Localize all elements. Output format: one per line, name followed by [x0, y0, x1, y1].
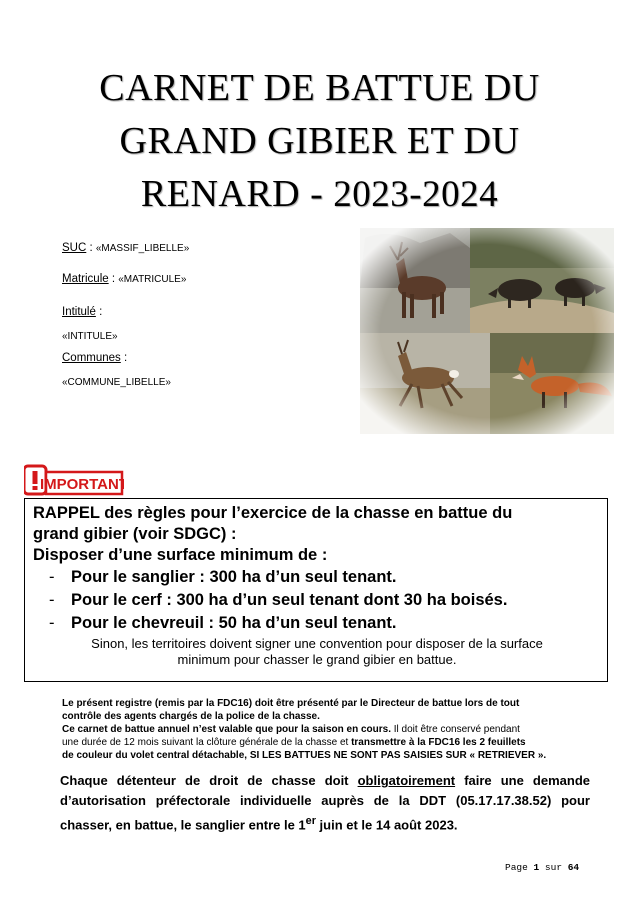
title-year: 2023-2024 [333, 174, 499, 215]
matricule-label: Matricule [62, 273, 109, 285]
matricule-sep: : [108, 273, 119, 285]
title-line-1: CARNET DE BATTUE DU [99, 67, 540, 109]
intitule-value: «INTITULE» [62, 331, 118, 342]
communes-value: «COMMUNE_LIBELLE» [62, 377, 171, 388]
intitule-field [62, 306, 102, 318]
rule-item-text: Pour le sanglier : 300 ha d’un seul tenant. [71, 568, 397, 586]
intitule-sep: : [95, 306, 103, 318]
rules-line-2: grand gibier (voir SDGC) : [33, 525, 237, 543]
rules-note-line-1: Sinon, les territoires doivent signer une convention pour disposer de la surface [91, 636, 543, 651]
notice-p2-bold: Ce carnet de battue annuel n’est valable que pour la saison en cours. [62, 724, 391, 735]
intitule-value-row [62, 330, 118, 342]
authorization-paragraph [60, 771, 590, 835]
communes-label: Communes [62, 352, 121, 364]
notice-p1-line-2: contrôle des agents chargés de la police de la chasse. [62, 711, 320, 722]
notice-p2-rest: Il doit être conservé pendant [390, 724, 520, 735]
important-badge-icon [24, 462, 124, 498]
page-of-word: sur [539, 862, 568, 873]
rule-item-sanglier [33, 566, 601, 589]
registry-notice [62, 697, 594, 762]
matricule-field [62, 273, 186, 285]
rules-line-3: Disposer d’une surface minimum de : [33, 546, 328, 564]
wildlife-photo-collage [360, 228, 614, 434]
authorization-part-3: juin et le 14 août 2023. [315, 817, 458, 833]
important-label: IMPORTANT [39, 476, 124, 493]
matricule-value: «MATRICULE» [118, 274, 187, 285]
title-line-3 [0, 168, 639, 221]
dash-bullet: - [49, 568, 55, 586]
notice-p2-line-3: de couleur du volet central détachable, SI LES BATTUES NE SONT PAS SAISIES SUR « RETRIEVER ». [62, 750, 547, 761]
rule-item-cerf [33, 589, 601, 612]
rule-item-chevreuil [33, 612, 601, 635]
page-word: Page [505, 862, 534, 873]
wildlife-illustration [360, 228, 614, 434]
authorization-part-1: Chaque détenteur de droit de chasse doit [60, 773, 358, 788]
page-current: 1 [533, 862, 540, 873]
rules-note-line-2: minimum pour chasser le grand gibier en battue. [177, 652, 457, 667]
suc-field [62, 242, 189, 254]
rules-note [33, 636, 601, 668]
document-title [0, 62, 639, 221]
notice-p2-line-2 [62, 736, 594, 749]
rules-line-1: RAPPEL des règles pour l’exercice de la chasse en battue du [33, 504, 513, 522]
intitule-label: Intitulé [62, 306, 96, 318]
rule-item-text: Pour le cerf : 300 ha d’un seul tenant dont 30 ha boisés. [71, 591, 508, 609]
dash-bullet: - [49, 591, 55, 609]
authorization-sup: er [305, 815, 316, 827]
page-total: 64 [567, 862, 580, 873]
authorization-part-2: faire une demande d’autorisation préfectorale individuelle auprès de la DDT (05.17.17.38.52) pour chasser, en battue, le sanglier entre le 1 [60, 773, 590, 833]
communes-field [62, 352, 127, 364]
notice-p1-line-1: Le présent registre (remis par la FDC16) doit être présenté par le Directeur de battue lors de tout [62, 698, 520, 709]
title-line-2: GRAND GIBIER ET DU [119, 120, 520, 162]
notice-p2-line-2-text: une durée de 12 mois suivant la clôture générale de la chasse et [62, 737, 352, 748]
suc-value: «MASSIF_LIBELLE» [95, 243, 190, 254]
rule-item-text: Pour le chevreuil : 50 ha d’un seul tenant. [71, 614, 397, 632]
suc-sep: : [86, 242, 96, 254]
suc-label: SUC [62, 242, 87, 254]
rules-box [24, 498, 608, 682]
notice-p2-bold-2: transmettre à la FDC16 les 2 feuillets [351, 737, 526, 748]
notice-p2-line-1 [62, 723, 594, 736]
important-stamp [24, 462, 124, 498]
authorization-underlined: obligatoirement [357, 773, 456, 788]
page-number [505, 862, 579, 873]
title-line-3-text: RENARD - [140, 173, 334, 215]
communes-value-row [62, 376, 171, 388]
communes-sep: : [120, 352, 128, 364]
dash-bullet: - [49, 614, 55, 632]
